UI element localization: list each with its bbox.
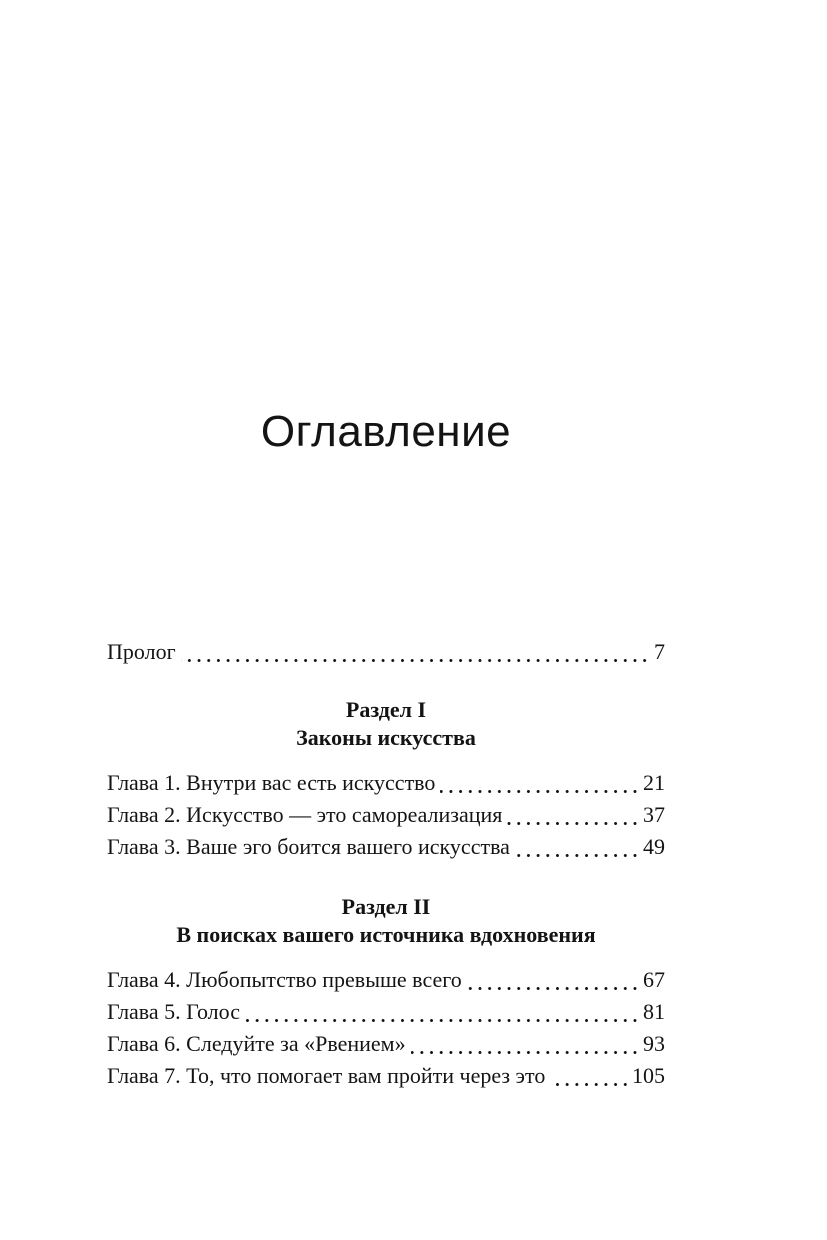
toc-entry-page-number: 105 — [628, 1060, 665, 1092]
toc-entry-page-number: 49 — [639, 831, 665, 863]
toc-entry-chapter-7 — [107, 1060, 665, 1092]
section-1-entries — [107, 767, 665, 863]
section-1-title: Законы искусства — [296, 725, 476, 750]
section-1-number: Раздел I — [345, 697, 427, 722]
toc-entry-chapter-5 — [107, 996, 665, 1028]
toc-entry-chapter-1 — [107, 767, 665, 799]
section-2-heading — [107, 893, 665, 949]
toc-entry-label: Глава 7. То, что помогает вам пройти через это — [107, 1060, 550, 1092]
section-2-entries — [107, 964, 665, 1092]
toc-entry-label: Глава 3. Ваше эго боится вашего искусства — [107, 831, 515, 863]
section-1-heading — [107, 696, 665, 752]
toc-entry-chapter-6 — [107, 1028, 665, 1060]
toc-entry-label: Глава 4. Любопытство превыше всего — [107, 964, 467, 996]
toc-entry-page-number: 37 — [639, 799, 665, 831]
toc-entry-label: Глава 6. Следуйте за «Рвением» — [107, 1028, 411, 1060]
page-title: Оглавление — [260, 407, 512, 456]
toc-entry-page-number: 93 — [639, 1028, 665, 1060]
section-2-number: Раздел II — [341, 894, 431, 919]
section-2-title: В поисках вашего источника вдохновения — [176, 922, 596, 947]
toc-entry-page-number: 7 — [650, 636, 665, 668]
toc-entry-chapter-2 — [107, 799, 665, 831]
toc-entry-page-number: 67 — [639, 964, 665, 996]
toc-entry-chapter-4 — [107, 964, 665, 996]
toc-entry-prologue — [107, 636, 665, 668]
toc-entry-chapter-3 — [107, 831, 665, 863]
toc-entry-label: Пролог — [107, 636, 181, 668]
toc-entry-page-number: 21 — [639, 767, 665, 799]
toc-entry-label: Глава 1. Внутри вас есть искусство — [107, 767, 440, 799]
toc-entry-page-number: 81 — [639, 996, 665, 1028]
toc-entry-label: Глава 5. Голос — [107, 996, 245, 1028]
toc-entry-label: Глава 2. Искусство — это самореализация — [107, 799, 507, 831]
